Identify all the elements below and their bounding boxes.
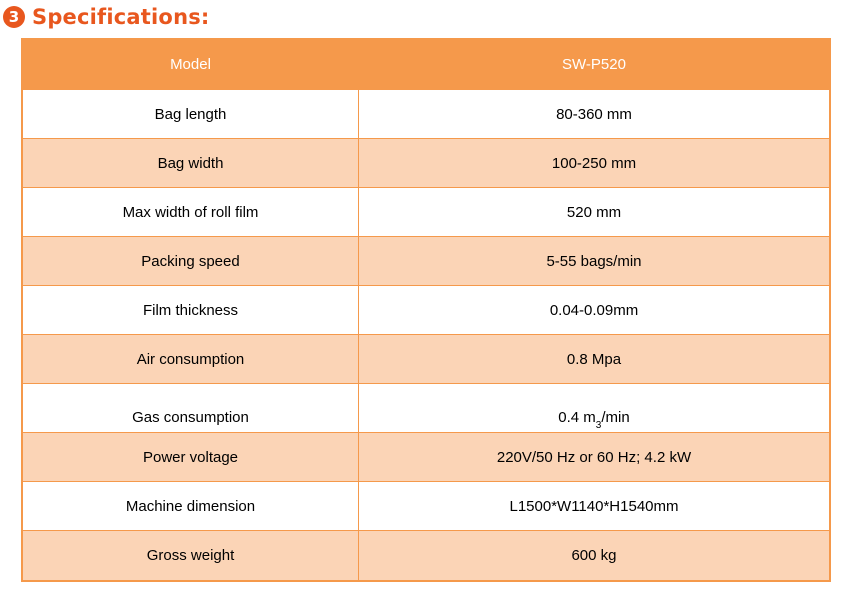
- section-heading: [3, 2, 210, 32]
- spec-label: Gas consumption: [23, 384, 359, 432]
- spec-value: L1500*W1140*H1540mm: [359, 482, 829, 530]
- table-row: [23, 531, 829, 580]
- table-row: [23, 384, 829, 433]
- table-row: [23, 433, 829, 482]
- table-row: [23, 237, 829, 286]
- header-label-cell: Model: [23, 40, 359, 89]
- spec-value-suffix: /min: [601, 409, 630, 426]
- spec-value: 5-55 bags/min: [359, 237, 829, 285]
- spec-label: Air consumption: [23, 335, 359, 383]
- header-value-cell: SW-P520: [359, 40, 829, 89]
- spec-value-prefix: 0.4 m: [558, 409, 596, 426]
- section-number-badge: 3: [3, 6, 25, 28]
- spec-label: Film thickness: [23, 286, 359, 334]
- spec-value: 0.4 m 3 /min: [359, 384, 829, 432]
- section-title: Specifications:: [32, 5, 210, 29]
- table-row: [23, 482, 829, 531]
- spec-value: 80-360 mm: [359, 90, 829, 138]
- spec-label: Machine dimension: [23, 482, 359, 530]
- spec-value: 600 kg: [359, 531, 829, 580]
- table-row: [23, 188, 829, 237]
- spec-label: Bag length: [23, 90, 359, 138]
- spec-value: 520 mm: [359, 188, 829, 236]
- specifications-table: [21, 38, 831, 582]
- spec-value: 0.8 Mpa: [359, 335, 829, 383]
- table-header-row: [23, 40, 829, 90]
- table-row: [23, 286, 829, 335]
- table-row: [23, 335, 829, 384]
- spec-label: Gross weight: [23, 531, 359, 580]
- spec-label: Power voltage: [23, 433, 359, 481]
- spec-value: 0.04-0.09mm: [359, 286, 829, 334]
- spec-value: 100-250 mm: [359, 139, 829, 187]
- spec-label: Max width of roll film: [23, 188, 359, 236]
- table-row: [23, 139, 829, 188]
- spec-value: 220V/50 Hz or 60 Hz; 4.2 kW: [359, 433, 829, 481]
- spec-label: Packing speed: [23, 237, 359, 285]
- spec-label: Bag width: [23, 139, 359, 187]
- table-row: [23, 90, 829, 139]
